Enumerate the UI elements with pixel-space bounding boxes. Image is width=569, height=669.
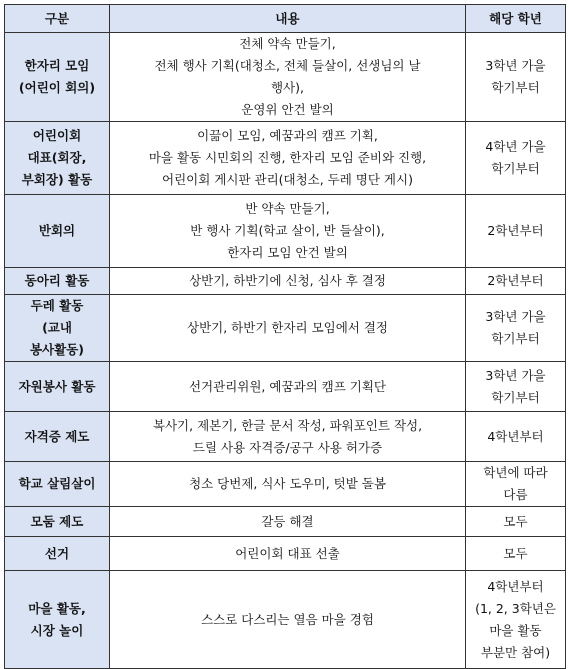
category-cell: 선거	[5, 537, 110, 571]
content-cell: 반 약속 만들기, 반 행사 기획(학교 살이, 반 들살이), 한자리 모임 안건 발의	[110, 195, 466, 268]
content-cell: 복사기, 제본기, 한글 문서 작성, 파워포인트 작성, 드릴 사용 자격증/공구 사용 허가증	[110, 412, 466, 462]
table-row	[5, 195, 566, 268]
grade-cell: 모두	[466, 507, 566, 537]
table-row	[5, 268, 566, 295]
header-grade: 해당 학년	[466, 5, 566, 33]
table-row	[5, 33, 566, 122]
grade-cell: 3학년 가을 학기부터	[466, 295, 566, 362]
grade-cell: 4학년 가을 학기부터	[466, 122, 566, 195]
category-cell: 자격증 제도	[5, 412, 110, 462]
content-cell: 이끎이 모임, 예꿈과의 캠프 기획, 마을 활동 시민회의 진행, 한자리 모임 준비와 진행, 어린이회 게시판 관리(대청소, 두레 명단 게시)	[110, 122, 466, 195]
header-category: 구분	[5, 5, 110, 33]
content-cell: 상반기, 하반기에 신청, 심사 후 결정	[110, 268, 466, 295]
category-cell: 자원봉사 활동	[5, 362, 110, 412]
content-cell: 전체 약속 만들기, 전체 행사 기획(대청소, 전체 들살이, 선생님의 날 행사), 운영위 안건 발의	[110, 33, 466, 122]
category-cell: 동아리 활동	[5, 268, 110, 295]
table-row	[5, 295, 566, 362]
category-cell: 한자리 모임 (어린이 회의)	[5, 33, 110, 122]
header-content: 내용	[110, 5, 466, 33]
content-cell: 상반기, 하반기 한자리 모임에서 결정	[110, 295, 466, 362]
content-cell: 어린이회 대표 선출	[110, 537, 466, 571]
content-cell: 갈등 해결	[110, 507, 466, 537]
grade-cell: 3학년 가을 학기부터	[466, 362, 566, 412]
table-row	[5, 122, 566, 195]
grade-cell: 3학년 가을 학기부터	[466, 33, 566, 122]
category-cell: 두레 활동 (교내 봉사활동)	[5, 295, 110, 362]
table-row	[5, 462, 566, 507]
category-cell: 반회의	[5, 195, 110, 268]
category-cell: 마을 활동, 시장 놀이	[5, 571, 110, 669]
content-cell: 스스로 다스리는 열음 마을 경험	[110, 571, 466, 669]
category-cell: 학교 살림살이	[5, 462, 110, 507]
grade-cell: 모두	[466, 537, 566, 571]
grade-cell: 2학년부터	[466, 195, 566, 268]
grade-cell: 2학년부터	[466, 268, 566, 295]
grade-cell: 학년에 따라 다름	[466, 462, 566, 507]
grade-cell: 4학년부터	[466, 412, 566, 462]
content-cell: 선거관리위원, 예꿈과의 캠프 기획단	[110, 362, 466, 412]
content-cell: 청소 당번제, 식사 도우미, 텃밭 돌봄	[110, 462, 466, 507]
table-row	[5, 362, 566, 412]
category-cell: 모둠 제도	[5, 507, 110, 537]
table-row	[5, 537, 566, 571]
header-row	[5, 5, 566, 33]
table-row	[5, 412, 566, 462]
activity-table	[4, 4, 566, 669]
grade-cell: 4학년부터 (1, 2, 3학년은 마을 활동 부분만 참여)	[466, 571, 566, 669]
category-cell: 어린이회 대표(회장, 부회장) 활동	[5, 122, 110, 195]
table-row	[5, 507, 566, 537]
